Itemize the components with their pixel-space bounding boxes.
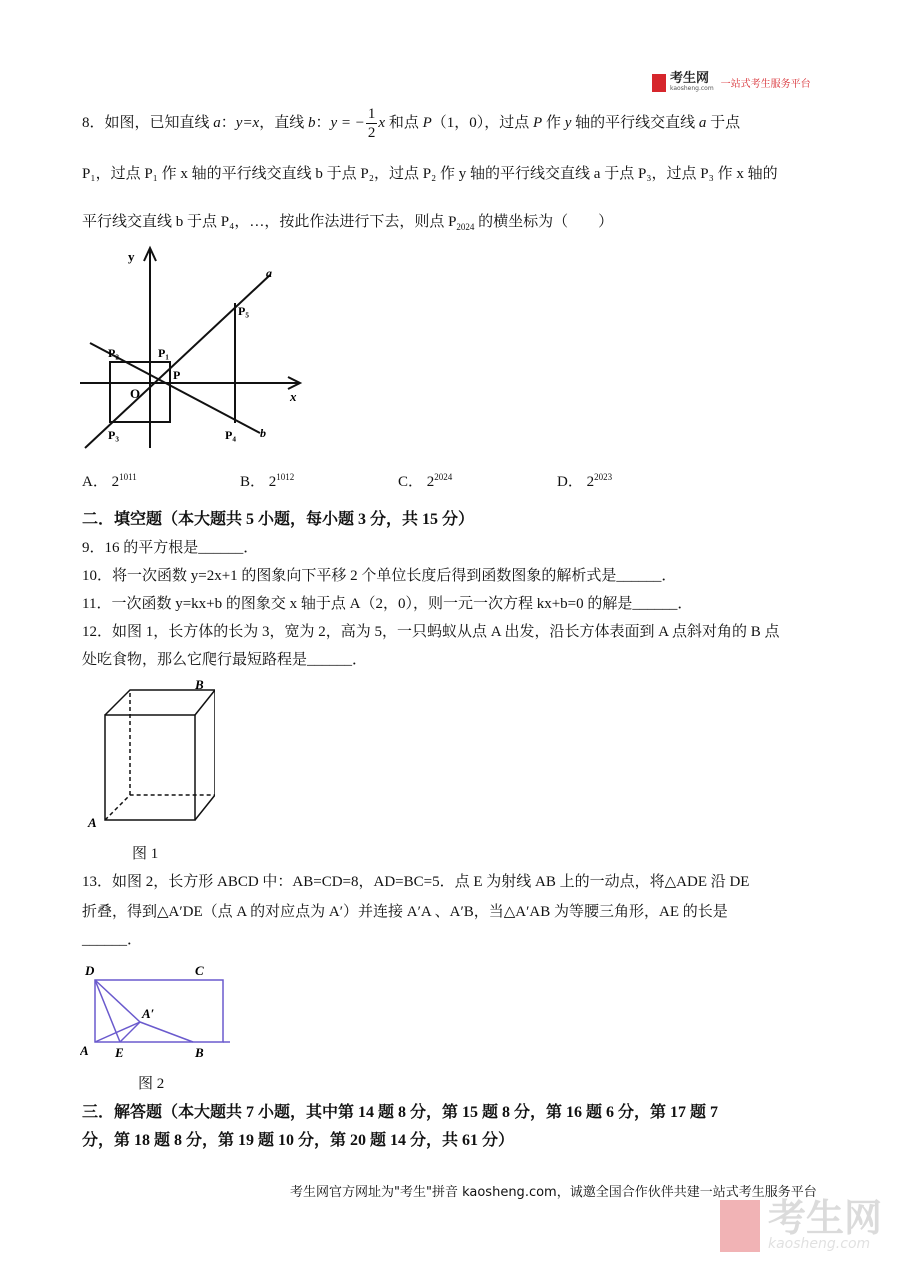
q8-line2: P₁，过点 P₁ 作 x 轴的平行线交直线 b 于点 P₂，过点 P₂ 作 y 轴的平行线交直线 a 于点 P₃，过点 P₃ 作 x 轴的 — [82, 166, 778, 182]
q12-line1: 12．如图 1，长方体的长为 3，宽为 2，高为 5，一只蚂蚁从点 A 出发，沿长方体表面到 A 点斜对角的 B 点 — [82, 624, 780, 640]
svg-text:P₄: P₄ — [225, 428, 236, 442]
figure1-caption: 图 1 — [132, 846, 159, 862]
logo-brand: 考生网 — [670, 71, 710, 86]
svg-text:x: x — [290, 389, 297, 404]
svg-text:a: a — [266, 266, 272, 280]
option-c: C． $2^{2024}$ — [398, 472, 453, 490]
q8-line1: 8．如图，已知直线 a：y=x，直线 b：y = − $\frac{1}{2}$ x 和点 P（1，0），过点 P 作 y 轴的平行线交直线 a 于点 — [82, 106, 741, 141]
q8-line3: 平行线交直线 b 于点 P₄，…，按此作法进行下去，则点 $P_{2024}$ 的横坐标为（ ） — [82, 214, 614, 232]
svg-text:A: A — [80, 1043, 89, 1058]
figure2-caption: 图 2 — [138, 1076, 165, 1092]
option-a: A． $2^{1011}$ — [82, 472, 137, 490]
svg-text:C: C — [195, 963, 204, 978]
option-d: D． $2^{2023}$ — [557, 472, 613, 490]
section3-line2: 分，第 18 题 8 分，第 19 题 10 分，第 20 题 14 分，共 61 分） — [82, 1132, 515, 1149]
svg-text:A: A — [88, 815, 97, 830]
logo-icon — [652, 74, 666, 92]
q11: 11．一次函数 y=kx+b 的图象交 x 轴于点 A（2，0），则一元一次方程 kx+b=0 的解是______． — [82, 596, 693, 612]
rectangle-figure — [80, 960, 240, 1060]
q9: 9．16 的平方根是______． — [82, 540, 259, 556]
section3-line1: 三．解答题（本大题共 7 小题，其中第 14 题 8 分，第 15 题 8 分，第 16 题 6 分，第 17 题 7 — [82, 1104, 719, 1121]
q13-line3: ______． — [82, 932, 143, 948]
svg-text:D: D — [85, 963, 95, 978]
option-b: B． $2^{1012}$ — [240, 472, 295, 490]
q13-line2: 折叠，得到△A′DE（点 A 的对应点为 A′）并连接 A′A 、A′B，当△A′AB 为等腰三角形，AE 的长是 — [82, 904, 728, 920]
cuboid-figure — [85, 675, 215, 835]
svg-text:O: O — [130, 386, 141, 401]
header-logo — [652, 73, 811, 92]
svg-text:P: P — [173, 368, 181, 382]
svg-text:y: y — [128, 249, 135, 264]
q10: 10．将一次函数 y=2x+1 的图象向下平移 2 个单位长度后得到函数图象的解析式是______． — [82, 568, 677, 584]
watermark-icon — [720, 1200, 760, 1252]
q12-line2: 处吃食物，那么它爬行最短路程是______． — [82, 652, 368, 668]
svg-text:B: B — [195, 1045, 204, 1060]
section2-title: 二．填空题（本大题共 5 小题，每小题 3 分，共 15 分） — [82, 511, 475, 528]
svg-text:P₂: P₂ — [108, 346, 119, 360]
fraction: $\frac{1}{2}$ — [367, 106, 376, 141]
svg-text:A′: A′ — [142, 1006, 155, 1021]
watermark-name: 考生网 — [768, 1196, 883, 1240]
watermark-url: kaosheng.com — [768, 1236, 871, 1252]
svg-text:b: b — [260, 426, 266, 440]
svg-text:P₁: P₁ — [158, 346, 169, 360]
q13-line1: 13．如图 2，长方形 ABCD 中：AB=CD=8，AD=BC=5．点 E 为射线 AB 上的一动点，将△ADE 沿 DE — [82, 874, 750, 890]
svg-text:P₅: P₅ — [238, 304, 249, 318]
logo-slogan: 一站式考生服务平台 — [720, 79, 811, 90]
svg-text:E: E — [115, 1045, 124, 1060]
svg-text:P₃: P₃ — [108, 428, 119, 442]
logo-url: kaosheng.com — [670, 85, 714, 92]
watermark-logo — [720, 1196, 883, 1252]
q8-figure — [80, 243, 310, 458]
svg-text:B: B — [195, 677, 204, 692]
footer-text: 考生网官方网址为"考生"拼音 kaosheng.com，诚邀全国合作伙伴共建一站式考生服务平台 — [290, 1185, 817, 1200]
